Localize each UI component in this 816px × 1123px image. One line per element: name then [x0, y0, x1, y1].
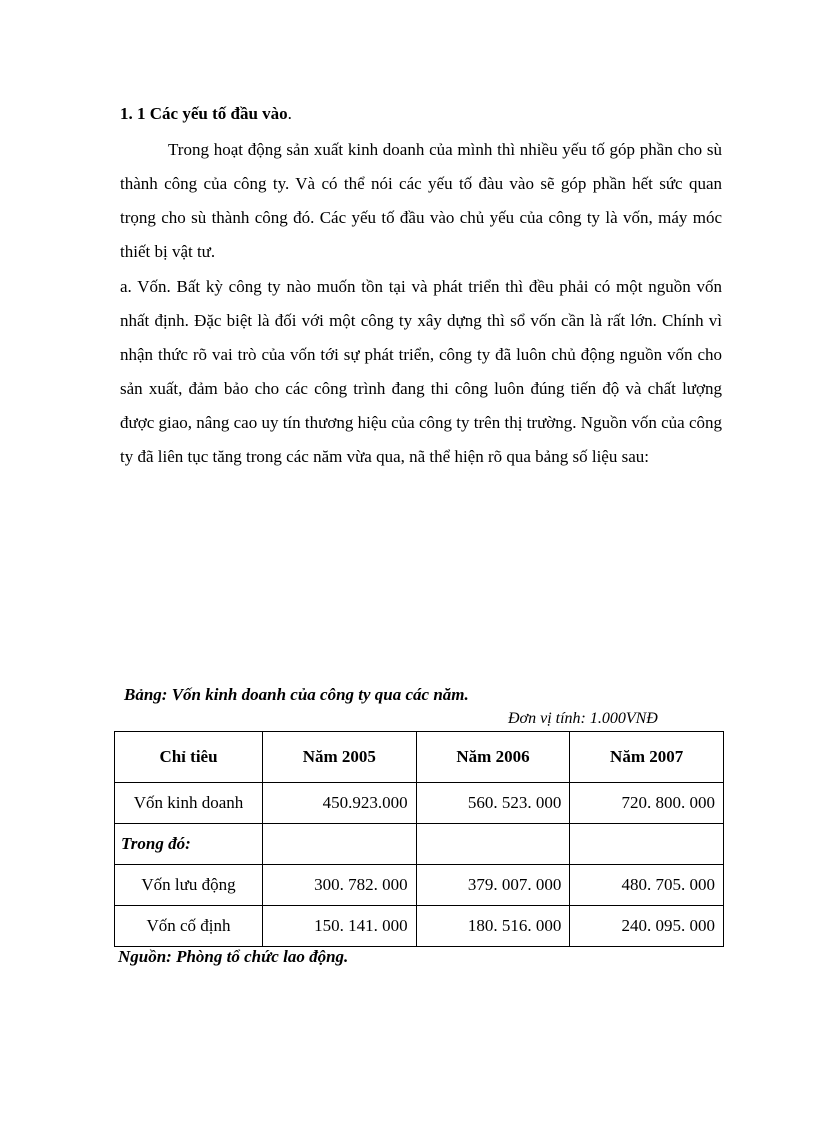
table-row: [115, 906, 724, 947]
cell-value: 480. 705. 000: [570, 865, 724, 906]
table-unit-note: Đơn vị tính: 1.000VNĐ: [508, 710, 658, 727]
cell-value: [416, 824, 570, 865]
cell-value: [263, 824, 417, 865]
cell-value: 379. 007. 000: [416, 865, 570, 906]
section-heading: [120, 104, 292, 124]
cell-value: 150. 141. 000: [263, 906, 417, 947]
header-year-2006: Năm 2006: [416, 732, 570, 783]
cell-value: 720. 800. 000: [570, 783, 724, 824]
row-label: Vốn cố định: [115, 906, 263, 947]
row-label: Trong đó:: [115, 824, 263, 865]
table-source: Nguồn: Phòng tổ chức lao động.: [118, 947, 349, 966]
cell-value: 560. 523. 000: [416, 783, 570, 824]
paragraph-intro: Trong hoạt động sản xuất kinh doanh của mình thì nhiều yếu tố góp phần cho sù thành công của công ty. Và có thể nói các yếu tố đàu vào sẽ góp phần hết sức quan trọng cho sù thành công đó. Các yếu tố đầu vào chủ yếu của công ty là vốn, máy móc thiết bị vật tư.: [120, 140, 722, 261]
cell-value: 240. 095. 000: [570, 906, 724, 947]
table-row: [115, 783, 724, 824]
row-label: Vốn kinh doanh: [115, 783, 263, 824]
cell-value: 300. 782. 000: [263, 865, 417, 906]
row-label: Vốn lưu động: [115, 865, 263, 906]
table-row: [115, 865, 724, 906]
table-header-row: [115, 732, 724, 783]
header-year-2007: Năm 2007: [570, 732, 724, 783]
table-caption: Bảng: Vốn kinh doanh của công ty qua các năm.: [124, 685, 469, 704]
header-indicator: Chỉ tiêu: [115, 732, 263, 783]
paragraph-capital: a. Vốn. Bất kỳ công ty nào muốn tồn tại và phát triển thì đều phải có một nguồn vốn nhất định. Đặc biệt là đối với một công ty xây dựng thì sổ vốn cần là rất lớn. Chính vì nhận thức rõ vai trò của vốn tới sự phát triển, công ty đã luôn chủ động nguồn vốn cho sản xuất, đảm bảo cho các công trình đang thi công luôn đúng tiến độ và chất lượng được giao, nâng cao uy tín thương hiệu của công ty trên thị trường. Nguồn vốn của công ty đã liên tục tăng trong các năm vừa qua, nã thể hiện rõ qua bảng số liệu sau:: [120, 277, 722, 466]
cell-value: 180. 516. 000: [416, 906, 570, 947]
capital-table: [114, 731, 724, 947]
section-heading-text: 1. 1 Các yếu tố đầu vào: [120, 104, 288, 123]
cell-value: [570, 824, 724, 865]
header-year-2005: Năm 2005: [263, 732, 417, 783]
cell-value: 450.923.000: [263, 783, 417, 824]
section-heading-period: .: [287, 104, 292, 123]
table-row: [115, 824, 724, 865]
